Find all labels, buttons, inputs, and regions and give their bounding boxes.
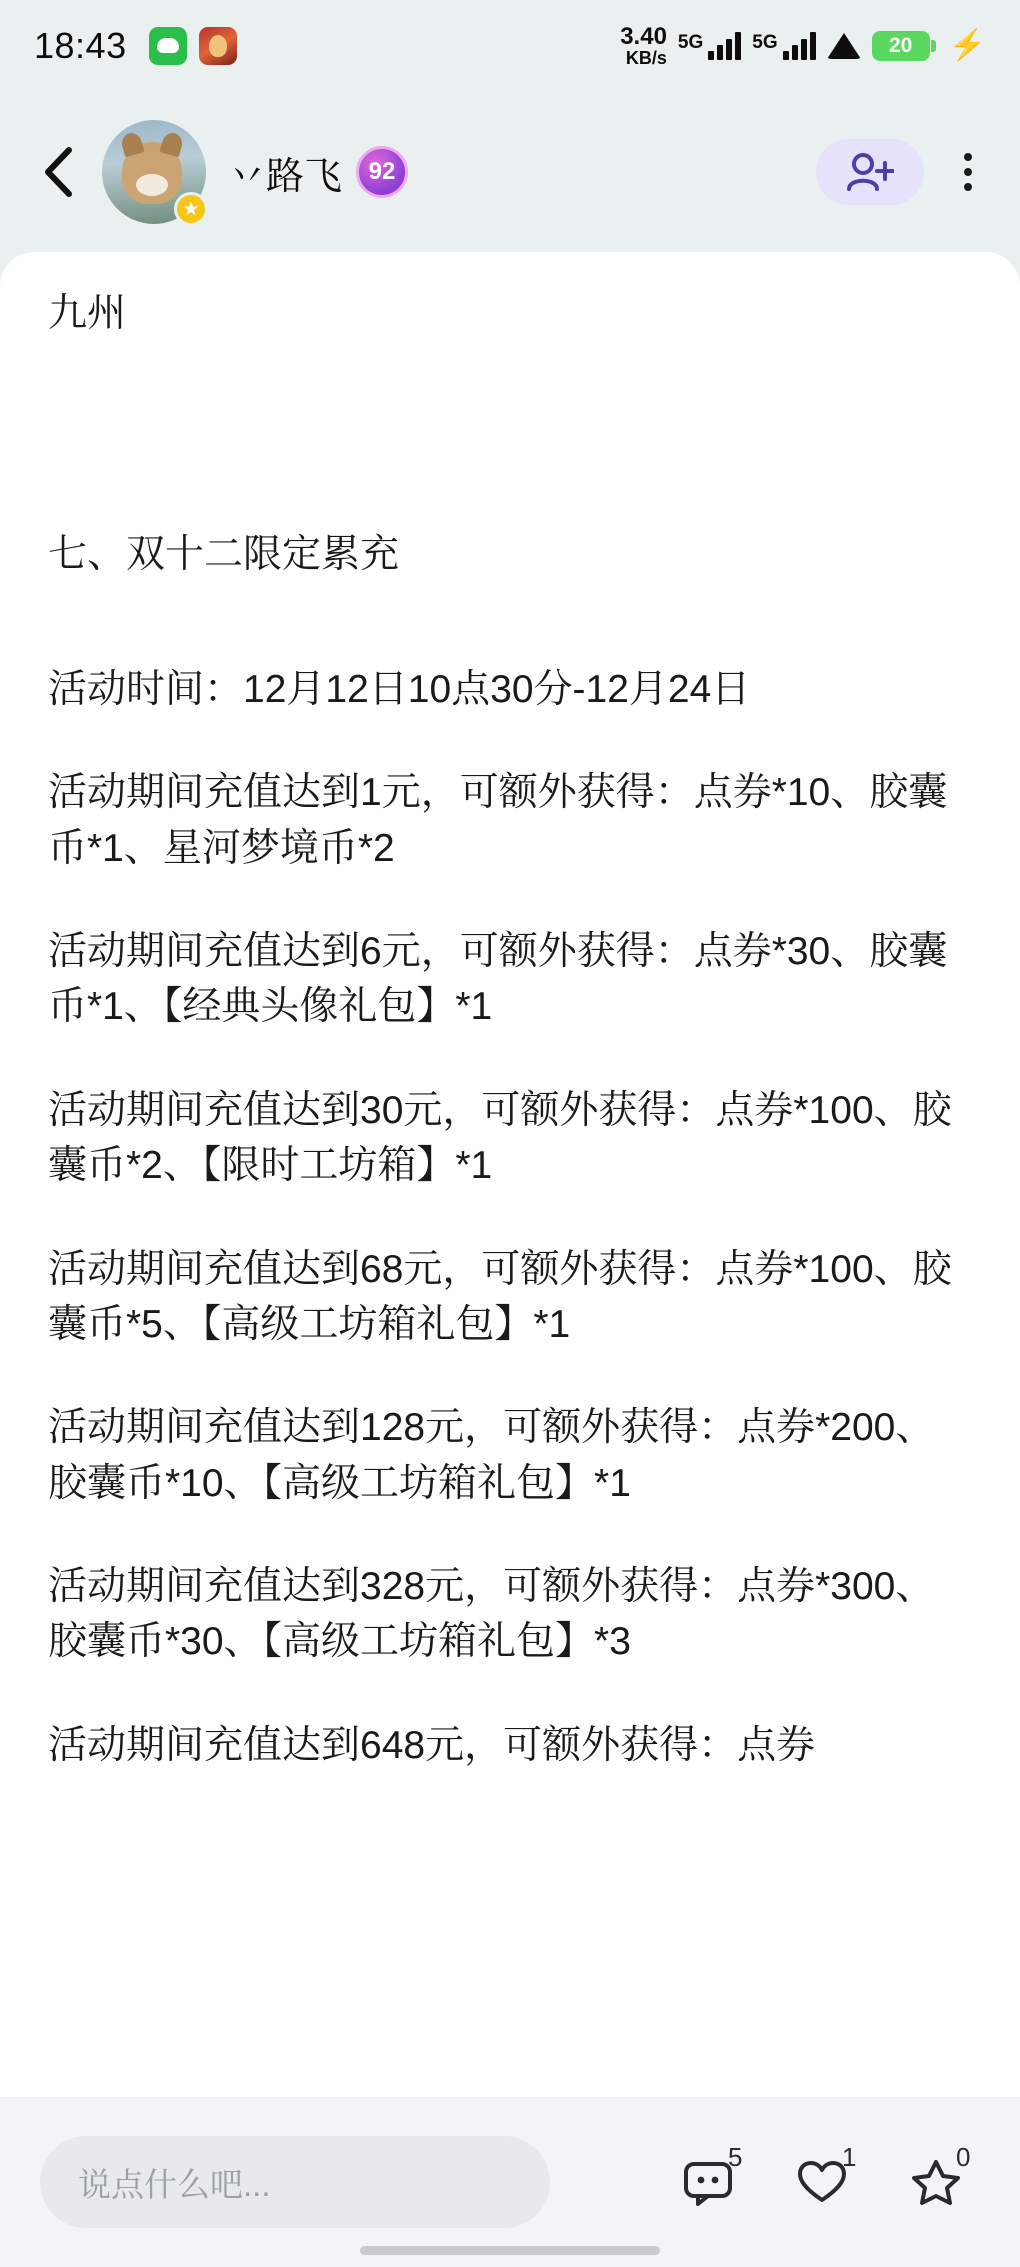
heart-icon bbox=[796, 2158, 848, 2206]
kebab-menu-icon[interactable] bbox=[946, 139, 990, 205]
article-paragraph: 活动期间充值达到6元，可额外获得：点券*30、胶囊币*1、【经典头像礼包】*1 bbox=[48, 930, 948, 1029]
back-chevron-icon[interactable] bbox=[30, 144, 86, 200]
article-body bbox=[0, 527, 1020, 1774]
network-speed-value: 3.40 bbox=[620, 22, 667, 50]
article-paragraph: 活动期间充值达到328元，可额外获得：点券*300、胶囊币*30、【高级工坊箱礼包】*3 bbox=[48, 1565, 935, 1664]
like-count: 1 bbox=[842, 2142, 857, 2172]
bottom-actions bbox=[682, 2142, 980, 2206]
network-type-label-2: 5G bbox=[752, 31, 778, 53]
status-app-icons bbox=[149, 27, 237, 65]
status-time: 18:43 bbox=[34, 25, 127, 66]
network-speed-unit: KB/s bbox=[625, 48, 667, 69]
status-right-group bbox=[620, 24, 986, 68]
avatar-star-badge-icon: ★ bbox=[174, 192, 208, 226]
battery-icon bbox=[872, 31, 930, 61]
signal-icon-1 bbox=[678, 32, 741, 60]
chat-header bbox=[0, 92, 1020, 252]
message-sender-text: 九州 bbox=[48, 292, 127, 335]
game-app-icon bbox=[199, 27, 237, 65]
comment-input[interactable] bbox=[40, 2136, 550, 2228]
like-button[interactable] bbox=[796, 2142, 857, 2206]
wifi-icon bbox=[827, 33, 861, 59]
comment-button[interactable] bbox=[682, 2142, 743, 2206]
level-badge: 92 bbox=[356, 146, 408, 198]
charging-bolt-icon: ⚡ bbox=[948, 29, 986, 63]
article-heading: 七、双十二限定累充 bbox=[48, 532, 400, 576]
add-friend-button[interactable] bbox=[816, 139, 924, 205]
network-speed bbox=[620, 24, 667, 68]
bottom-action-bar bbox=[0, 2097, 1020, 2267]
article-paragraph: 活动期间充值达到128元，可额外获得：点券*200、胶囊币*10、【高级工坊箱礼包】*1 bbox=[48, 1406, 935, 1505]
comment-icon bbox=[682, 2158, 734, 2206]
favorite-button[interactable] bbox=[910, 2142, 971, 2206]
avatar-dog-snout bbox=[136, 174, 168, 196]
article-paragraph: 活动期间充值达到1元，可额外获得：点券*10、胶囊币*1、星河梦境币*2 bbox=[48, 771, 948, 870]
battery-percent: 20 bbox=[888, 33, 913, 57]
comment-count: 5 bbox=[728, 2142, 743, 2172]
message-content-card bbox=[0, 252, 1020, 2097]
home-indicator bbox=[360, 2246, 660, 2255]
wechat-app-icon bbox=[149, 27, 187, 65]
article-paragraph: 活动期间充值达到648元，可额外获得：点券 bbox=[48, 1723, 816, 1767]
star-icon bbox=[910, 2158, 962, 2206]
status-bar bbox=[0, 0, 1020, 92]
signal-icon-2 bbox=[752, 32, 815, 60]
favorite-count: 0 bbox=[956, 2142, 971, 2172]
signal-bars-2 bbox=[783, 32, 816, 60]
avatar[interactable] bbox=[102, 120, 206, 224]
network-type-label-1: 5G bbox=[677, 31, 704, 53]
article-paragraph: 活动期间充值达到68元，可额外获得：点券*100、胶囊币*5、【高级工坊箱礼包】*1 bbox=[48, 1247, 952, 1346]
contact-nickname: 丷路飞 bbox=[228, 155, 343, 198]
article-paragraph: 活动时间：12月12日10点30分-12月24日 bbox=[48, 667, 751, 711]
article-paragraph: 活动期间充值达到30元，可额外获得：点券*100、胶囊币*2、【限时工坊箱】*1 bbox=[48, 1088, 952, 1188]
comment-input-placeholder: 说点什么吧... bbox=[78, 2165, 271, 2203]
header-actions bbox=[816, 139, 990, 205]
signal-bars-1 bbox=[708, 32, 741, 60]
